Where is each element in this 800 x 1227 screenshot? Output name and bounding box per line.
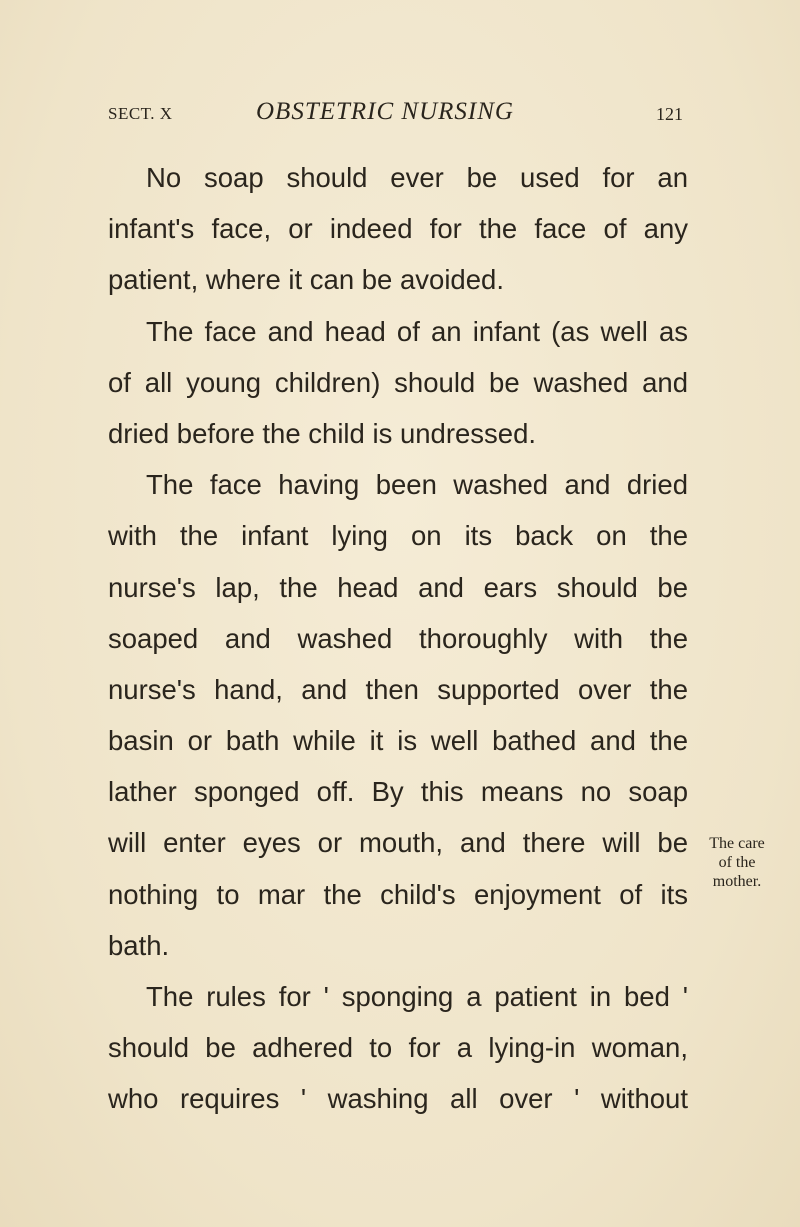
text-line: No soap should ever be used for an: [146, 162, 688, 193]
page-title: OBSTETRIC NURSING: [256, 98, 514, 125]
text-line: of all young children) should be washed and: [108, 366, 688, 398]
text-line: nurse's lap, the head and ears should be: [108, 571, 688, 603]
margin-note-line: The care: [709, 835, 765, 852]
text-line: who requires ' washing all over ' without: [108, 1083, 688, 1115]
running-header: [108, 98, 683, 128]
text-line: lather sponged off. By this means no soap: [108, 776, 688, 808]
text-line: dried before the child is undressed.: [108, 417, 537, 449]
text-line: infant's face, or indeed for the face of any: [108, 213, 688, 245]
text-line: patient, where it can be avoided.: [108, 264, 504, 296]
margin-note-line: of the: [718, 854, 756, 871]
text-line: will enter eyes or mouth, and there will be: [108, 827, 688, 859]
page-number: 121: [656, 104, 683, 124]
margin-note: [694, 834, 780, 891]
section-label: SECT. X: [108, 104, 173, 123]
text-line: The rules for ' sponging a patient in bed ': [146, 981, 688, 1012]
text-line: basin or bath while it is well bathed and the: [108, 725, 688, 757]
text-line: The face having been washed and dried: [146, 469, 688, 501]
text-line: with the infant lying on its back on the: [108, 520, 688, 552]
text-line: should be adhered to for a lying-in woman,: [108, 1032, 688, 1064]
text-line: The face and head of an infant (as well as: [146, 315, 688, 347]
text-line: bath.: [108, 929, 170, 961]
body-text: [108, 152, 688, 1125]
margin-note-line: mother.: [712, 873, 762, 890]
text-line: nurse's hand, and then supported over the: [108, 673, 688, 705]
text-line: nothing to mar the child's enjoyment of its: [108, 878, 688, 910]
text-line: soaped and washed thoroughly with the: [108, 622, 688, 654]
